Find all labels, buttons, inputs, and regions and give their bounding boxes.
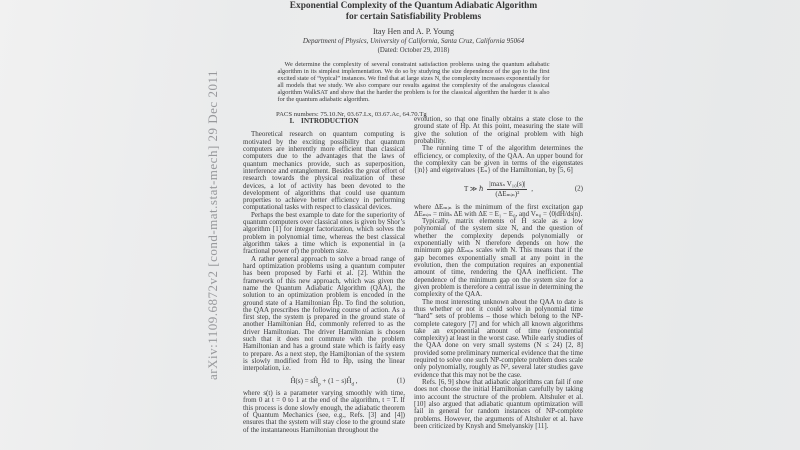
equation-2-number: (2) — [574, 184, 583, 193]
date-line: (Dated: October 29, 2018) — [377, 47, 450, 54]
abstract: We determine the complexity of several constraint satisfaction problems using the quantum adiabatic algorithm in its simplest implementation. We do so by studying the size dependence of the gap to the first excited state of “typical” instances. We find that at large sizes N, the complexity increases exponentially for all models that we study. We also compare our results against the complexity of the analogous classical algorithm WalkSAT and show that the harder the problem is for the classical algorithm the harder it is also for the quantum adiabatic algorithm. — [277, 61, 550, 103]
section-number: I. — [289, 117, 295, 125]
paragraph: The most interesting unknown about the QAA to date is thus whether or not it could solve in polynomial time “hard” sets of problems – those which belong to the NP-complete category [7] and for which all known algorithms take an exponential amount of time (exponential complexity) at least in the worst case. While early studies of the QAA done on very small systems (N ≤ 24) [2, 8] provided some preliminary numerical evidence that the time required to solve one such NP-complete problem does scale only polynomially, roughly as N², several later studies gave evidence that this may not be the case. — [414, 297, 583, 379]
left-column — [243, 116, 405, 450]
equation-1-body — [290, 376, 358, 388]
paragraph: Theoretical research on quantum computing is motivated by the exciting possibility that quantum computers are inherently more efficient than classical computers due to the advantages that the laws of quantum mechanics provide, such as superposition, interference and entanglement. Besides the great effort of research towards the physical realization of these devices, a lot of activity has been devoted to the development of algorithms that could use quantum properties to achieve better efficiency in performing computational tasks with respect to classical devices. — [243, 130, 405, 212]
paragraph: where s(t) is a parameter varying smoothly with time, from 0 at t = 0 to 1 at the end of the algorithm, t = T. If this process is done slowly enough, the adiabatic theorem of Quantum Mechanics (see, e.g., Refs. [3] and [4]) ensures that the system will stay close to the ground state of the instantaneous Hamiltonian throughout the — [243, 389, 405, 434]
paragraph: Refs. [6, 9] show that adiabatic algorithms can fail if one does not choose the initial Hamiltonian carefully by taking into account the structure of the problem. Altshuler et al. [10] also argued that adiabatic quantum optimization will fail in general for random instances of NP-complete problems. However, the arguments of Altshuler et al. have been criticized by Knysh and Smelyanskiy [11]. — [414, 378, 583, 430]
paragraph: The running time T of the algorithm determines the efficiency, or complexity, of the QAA. An upper bound for the complexity can be given in terms of the eigenstates {|n⟩} and eigenvalues {Eₙ} of the Hamiltonian, by [5, 6] — [414, 144, 583, 175]
section-heading-introduction — [243, 118, 405, 125]
title-line-1: Exponential Complexity of the Quantum Adiabatic Algorithm — [289, 1, 538, 11]
equation-text: , — [354, 376, 358, 385]
equation-1-number: (1) — [396, 376, 405, 385]
fraction-numerator: |maxₛ V₁₀(s)| — [489, 179, 526, 188]
paragraph: evolution, so that one finally obtains a state close to the ground state of Ĥp. At this point, measuring the state will give the solution of the original problem with high probability. — [414, 116, 583, 145]
equation-subscript: d — [351, 382, 354, 388]
arxiv-stamp: arXiv:1109.6872v2 [cond-mat.stat-mech] 29 Dec 2011 — [205, 70, 220, 380]
equation-subscript: p — [318, 382, 321, 388]
paragraph: where ΔEₘᵢₙ is the minimum of the first excitation gap ΔEₘᵢₙ = minₛ ΔE with ΔE = E₁ − E₀, and Vₙ₀ = ⟨0|dĤ/ds|n⟩. — [414, 202, 583, 218]
fraction-denominator: (ΔEₘᵢₙ)² — [495, 189, 520, 198]
paper-header — [243, 1, 584, 118]
equation-2 — [414, 181, 583, 198]
paragraph: A rather general approach to solve a broad range of hard optimization problems using a quantum computer has been proposed by Farhi et al. [2]. Within the framework of this new approach, which was given the name the Quantum Adiabatic Algorithm (QAA), the solution to an optimization problem is encoded in the ground state of a Hamiltonian Ĥp. To find the solution, the QAA prescribes the following course of action. As a first step, the system is prepared in the ground state of another Hamiltonian Ĥd, commonly referred to as the driver Hamiltonian. The driver Hamiltonian is chosen such that it does not commute with the problem Hamiltonian and has a ground state which is fairly easy to prepare. As a next step, the Hamiltonian of the system is slowly modified from Ĥd to Ĥp, using the linear interpolation, i.e. — [243, 254, 405, 373]
equation-fraction — [487, 181, 527, 198]
equation-text: T ≫ ℏ — [464, 184, 486, 193]
section-title: INTRODUCTION — [301, 117, 359, 125]
authors-line: Itay Hen and A. P. Young — [373, 27, 454, 36]
equation-text: , — [529, 184, 533, 193]
equation-text: Ĥ(s) = sĤ — [290, 376, 319, 385]
affiliation-line: Department of Physics, University of California, Santa Cruz, California 95064 — [302, 37, 525, 45]
equation-1 — [243, 376, 405, 388]
paragraph: Perhaps the best example to date for the superiority of quantum computers over classical ones is given by Shor’s algorithm [1] for integer factorization, which solves the problem in polynomial time, whereas the best classical algorithm takes a time which is exponential in (a fractional power of) the problem size. — [243, 210, 405, 256]
equation-2-body — [464, 179, 533, 198]
equation-text: + (1 − s)Ĥ — [320, 376, 352, 385]
right-column — [414, 116, 583, 450]
paragraph: Typically, matrix elements of Ĥ scale as a low polynomial of the system size N, and the question of whether the complexity depends polynomially or exponentially with N therefore depends on how the minimum gap ΔEₘᵢₙ scales with N. This means that if the gap becomes exponentially small at any point in the evolution, then the computation requires an exponential amount of time, rendering the QAA inefficient. The dependence of the minimum gap on the system size for a given problem is therefore a central issue in determining the complexity of the QAA. — [414, 217, 583, 299]
pacs-line: PACS numbers: 75.10.Nr, 03.67.Lx, 03.67.Ac, 64.70.Tg — [276, 111, 427, 119]
title-line-2: for certain Satisfiability Problems — [345, 12, 482, 22]
paper-title — [243, 1, 584, 23]
